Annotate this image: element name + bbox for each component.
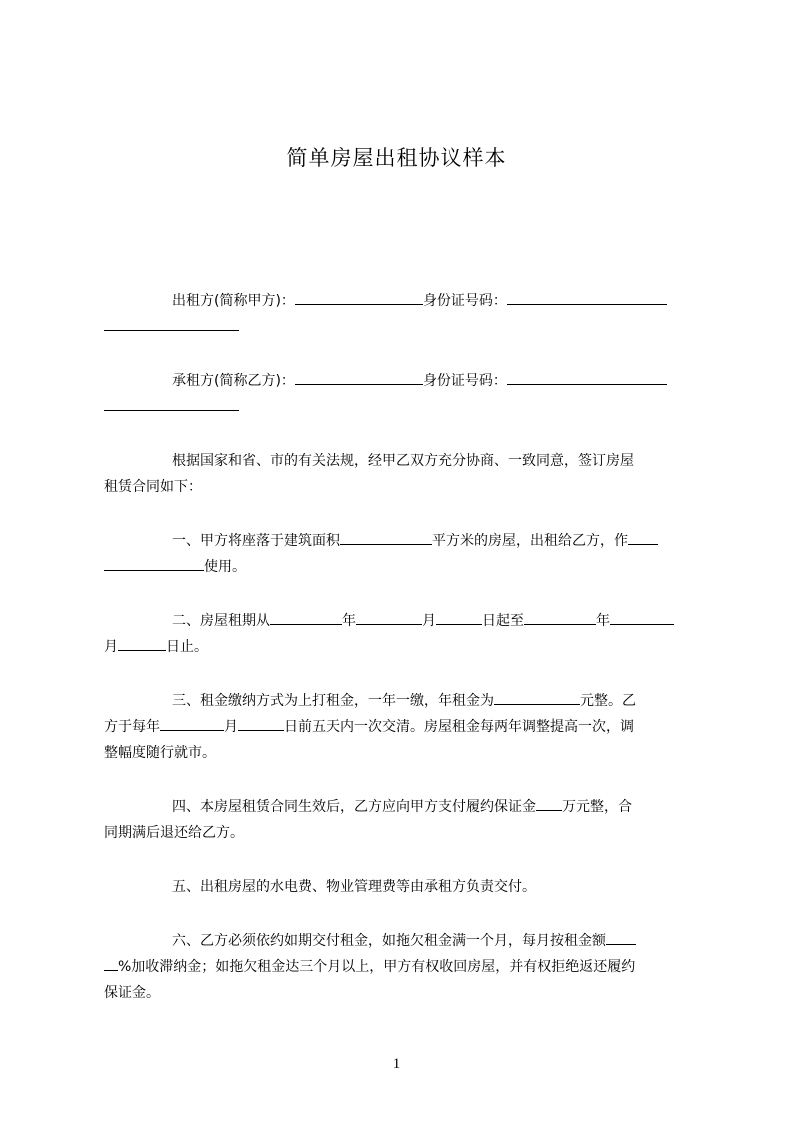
clause-1-area-blank[interactable] [340,532,432,545]
clause-3-part-5: 日前五天内一次交清。房屋租金每两年调整提高一次，调 [284,719,634,735]
clause-3-part-3: 方于每年 [104,719,160,735]
clause-6-part-1: 六、乙方必须依约如期交付租金，如拖欠租金满一个月，每月按租金额 [172,933,606,949]
clause-1-line-2 [104,558,700,576]
party-b-id-blank[interactable] [507,372,667,385]
party-a-id-blank-cont[interactable] [104,318,239,331]
clause-3-part-4: 月 [224,719,238,735]
clause-2-part-7: 日止。 [166,639,208,655]
clause-2-part-5: 年 [596,613,610,629]
party-b-line [104,372,768,390]
clause-6-line-2 [104,958,700,976]
party-b-line-cont [104,398,700,416]
party-a-line [104,292,768,310]
clause-3-line-2 [104,718,700,736]
clause-2-part-1: 二、房屋租期从 [172,613,270,629]
party-a-id-blank[interactable] [507,292,667,305]
clause-6-line-1 [104,932,768,950]
clause-1-line-1 [104,532,768,550]
clause-3-line-1 [104,692,768,710]
clause-2-part-4: 日起至 [482,613,524,629]
clause-2-end-year-blank[interactable] [524,612,596,625]
clause-1-use-blank[interactable] [628,532,658,545]
intro-line-2: 租赁合同如下： [104,479,202,495]
clause-2-end-day-blank[interactable] [118,638,166,651]
clause-6-rate-blank-cont[interactable] [104,958,118,971]
clause-3-month-blank[interactable] [160,718,224,731]
clause-2-start-month-blank[interactable] [356,612,422,625]
clause-2-line-1 [104,612,768,630]
intro-line-1: 根据国家和省、市的有关法规，经甲乙双方充分协商、一致同意，签订房屋 [172,453,634,469]
clause-2-part-2: 年 [342,613,356,629]
clause-3-line-3: 整幅度随行就市。 [104,745,216,761]
party-b-label: 承租方(简称乙方)： [172,373,295,389]
clause-6-line-3: 保证金。 [104,985,160,1001]
clause-2-end-month-blank[interactable] [610,612,674,625]
clause-4-part-1: 四、本房屋租赁合同生效后，乙方应向甲方支付履约保证金 [172,799,536,815]
clause-1-use-blank-cont[interactable] [104,558,204,571]
clause-4-part-2: 万元整，合 [562,799,632,815]
party-a-id-label: 身份证号码： [422,293,507,309]
clause-6-rate-blank[interactable] [606,932,636,945]
clause-2-start-year-blank[interactable] [270,612,342,625]
clause-6-part-2: %加收滞纳金；如拖欠租金达三个月以上，甲方有权收回房屋，并有权拒绝返还履约 [118,959,636,975]
party-a-label: 出租方(简称甲方)： [172,293,295,309]
clause-2-line-2 [104,638,700,656]
clause-2-part-6: 月 [104,639,118,655]
clause-1-part-1: 一、甲方将座落于建筑面积 [172,533,340,549]
clause-3-day-blank[interactable] [238,718,284,731]
clause-1-part-3: 使用。 [204,559,246,575]
clause-3-rent-blank[interactable] [494,692,580,705]
clause-3-part-1: 三、租金缴纳方式为上打租金，一年一缴，年租金为 [172,693,494,709]
clause-2-start-day-blank[interactable] [436,612,482,625]
clause-4-line-1 [104,798,768,816]
clause-2-part-3: 月 [422,613,436,629]
clause-1-part-2: 平方米的房屋，出租给乙方，作 [432,533,628,549]
clause-3-part-2: 元整。乙 [580,693,636,709]
party-b-id-label: 身份证号码： [422,373,507,389]
party-b-id-blank-cont[interactable] [104,398,239,411]
clause-4-line-2: 同期满后退还给乙方。 [104,825,244,841]
party-a-name-blank[interactable] [295,292,423,305]
party-a-line-cont [104,318,700,336]
party-b-name-blank[interactable] [295,372,423,385]
clause-4-deposit-blank[interactable] [536,798,562,811]
page-number: 1 [392,1056,401,1072]
document-title: 简单房屋出租协议样本 [286,146,507,170]
clause-5-line-1: 五、出租房屋的水电费、物业管理费等由承租方负责交付。 [172,879,536,895]
